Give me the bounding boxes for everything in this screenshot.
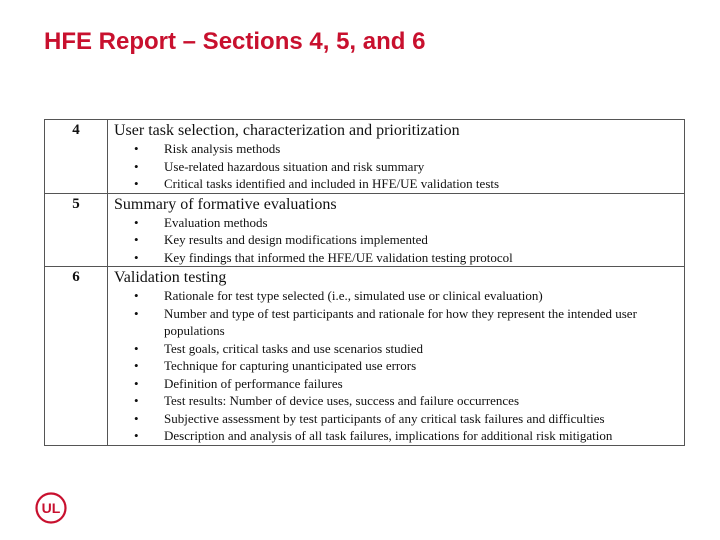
section-heading: Validation testing <box>114 269 227 286</box>
bullet-icon: • <box>134 232 139 247</box>
list-item <box>112 287 680 305</box>
bullet-icon: • <box>134 141 139 156</box>
list-item <box>112 214 680 232</box>
section-number: 5 <box>45 193 108 267</box>
list-item-text: Risk analysis methods <box>164 141 281 156</box>
list-item-text: Number and type of test participants and rationale for how they represent the intended user populations <box>164 305 637 338</box>
list-item-text: Use-related hazardous situation and risk summary <box>164 158 425 174</box>
bullet-icon: • <box>134 410 139 426</box>
list-item-text: Key results and design modifications implemented <box>164 232 428 247</box>
list-item-text: Evaluation methods <box>164 214 268 230</box>
list-item-text: Test results: Number of device uses, success and failure occurrences <box>164 393 520 408</box>
list-item-text: Critical tasks identified and included in HFE/UE validation tests <box>164 176 500 191</box>
section-heading: Summary of formative evaluations <box>114 195 337 213</box>
bullet-icon: • <box>134 375 139 391</box>
list-item-text: Subjective assessment by test participants of any critical task failures and difficulties <box>164 410 605 426</box>
bullet-icon: • <box>134 340 139 356</box>
slide-title: HFE Report – Sections 4, 5, and 6 <box>44 28 426 55</box>
section-number: 4 <box>45 120 108 194</box>
section-content <box>108 120 685 194</box>
list-item <box>112 375 680 393</box>
bullet-icon: • <box>134 305 139 321</box>
bullet-list <box>112 214 680 267</box>
list-item-text: Rationale for test type selected (i.e., simulated use or clinical evaluation) <box>164 288 543 303</box>
list-item <box>112 158 680 176</box>
table-row-section-4 <box>45 120 685 194</box>
list-item <box>112 410 680 428</box>
section-number: 6 <box>45 267 108 446</box>
list-item-text: Key findings that informed the HFE/UE validation testing protocol <box>164 249 513 265</box>
list-item <box>112 305 680 340</box>
bullet-icon: • <box>134 158 139 174</box>
bullet-list <box>112 140 680 193</box>
list-item <box>112 357 680 375</box>
list-item-text: Test goals, critical tasks and use scenarios studied <box>164 340 424 356</box>
bullet-icon: • <box>134 358 139 373</box>
section-heading: User task selection, characterization and prioritization <box>114 122 460 139</box>
list-item <box>112 392 680 410</box>
bullet-icon: • <box>134 176 139 191</box>
ul-logo-icon <box>35 492 67 524</box>
list-item <box>112 340 680 358</box>
list-item <box>112 249 680 267</box>
list-item <box>112 140 680 158</box>
table-row-section-5 <box>45 193 685 267</box>
list-item <box>112 231 680 249</box>
bullet-icon: • <box>134 288 139 303</box>
bullet-icon: • <box>134 249 139 265</box>
section-content <box>108 193 685 267</box>
list-item <box>112 427 680 445</box>
bullet-icon: • <box>134 393 139 408</box>
list-item <box>112 175 680 193</box>
section-content <box>108 267 685 446</box>
table-row-section-6 <box>45 267 685 446</box>
bullet-list <box>112 287 680 445</box>
ul-logo-text: UL <box>41 500 61 516</box>
list-item-text: Definition of performance failures <box>164 375 343 391</box>
bullet-icon: • <box>134 214 139 230</box>
bullet-icon: • <box>134 428 139 443</box>
list-item-text: Technique for capturing unanticipated use errors <box>164 358 417 373</box>
sections-table <box>44 119 685 446</box>
list-item-text: Description and analysis of all task failures, implications for additional risk mitigation <box>164 428 613 443</box>
